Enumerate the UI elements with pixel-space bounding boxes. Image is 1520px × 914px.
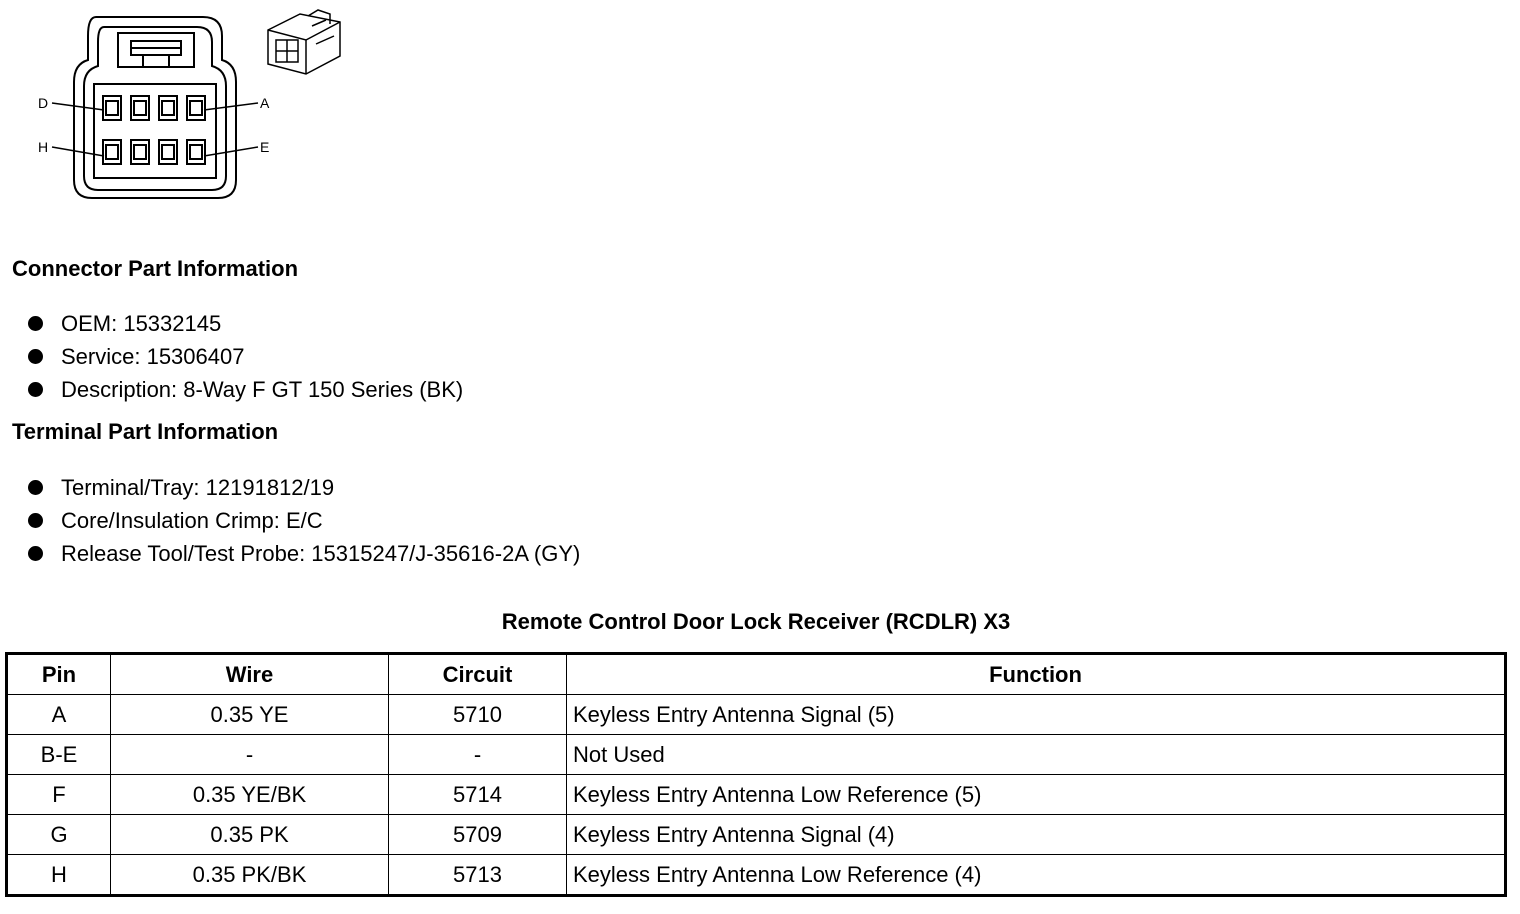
pin-label-d: D <box>38 95 49 111</box>
cell-pin: H <box>7 855 111 896</box>
table-row <box>7 735 1506 775</box>
release-tool-value: Release Tool/Test Probe: 15315247/J-35616-2A (GY) <box>61 541 581 566</box>
bullet-icon <box>28 382 43 397</box>
cell-function: Keyless Entry Antenna Low Reference (4) <box>567 855 1506 896</box>
cell-pin: B-E <box>7 735 111 775</box>
cell-wire: 0.35 YE/BK <box>111 775 389 815</box>
oem-value: OEM: 15332145 <box>61 311 222 336</box>
cell-function: Keyless Entry Antenna Signal (4) <box>567 815 1506 855</box>
list-item <box>28 504 580 537</box>
cell-pin: A <box>7 695 111 735</box>
bullet-icon <box>28 480 43 495</box>
cell-wire: 0.35 PK <box>111 815 389 855</box>
cell-function: Keyless Entry Antenna Signal (5) <box>567 695 1506 735</box>
list-item <box>28 537 580 570</box>
terminal-tray-value: Terminal/Tray: 12191812/19 <box>61 475 335 500</box>
table-row <box>7 695 1506 735</box>
list-item <box>28 307 463 340</box>
cell-circuit: 5710 <box>389 695 567 735</box>
list-item <box>28 340 463 373</box>
table-row <box>7 815 1506 855</box>
pin-label-h: H <box>38 139 49 155</box>
table-row <box>7 775 1506 815</box>
bullet-icon <box>28 316 43 331</box>
terminal-info-title: Terminal Part Information <box>12 419 279 444</box>
cell-wire: 0.35 PK/BK <box>111 855 389 896</box>
bullet-icon <box>28 513 43 528</box>
connector-info-list <box>28 307 463 406</box>
crimp-value: Core/Insulation Crimp: E/C <box>61 508 323 533</box>
table-row <box>7 855 1506 896</box>
list-item <box>28 471 580 504</box>
list-item <box>28 373 463 406</box>
header-function: Function <box>567 654 1506 695</box>
description-value: Description: 8-Way F GT 150 Series (BK) <box>61 377 464 402</box>
connector-info-title: Connector Part Information <box>12 256 299 281</box>
terminal-info-list <box>28 471 580 570</box>
header-circuit: Circuit <box>389 654 567 695</box>
cell-circuit: 5713 <box>389 855 567 896</box>
cell-circuit: - <box>389 735 567 775</box>
cell-pin: F <box>7 775 111 815</box>
bullet-icon <box>28 349 43 364</box>
cell-wire: 0.35 YE <box>111 695 389 735</box>
cell-circuit: 5709 <box>389 815 567 855</box>
table-header-row <box>7 654 1506 695</box>
connector-thumbnail-icon <box>268 10 340 74</box>
cell-function: Not Used <box>567 735 1506 775</box>
pin-label-a: A <box>260 95 270 111</box>
table-title: Remote Control Door Lock Receiver (RCDLR) X3 <box>501 609 1011 634</box>
cell-pin: G <box>7 815 111 855</box>
cell-circuit: 5714 <box>389 775 567 815</box>
pin-label-e: E <box>260 139 270 155</box>
service-value: Service: 15306407 <box>61 344 245 369</box>
cell-function: Keyless Entry Antenna Low Reference (5) <box>567 775 1506 815</box>
pinout-table <box>5 652 1507 897</box>
header-pin: Pin <box>7 654 111 695</box>
header-wire: Wire <box>111 654 389 695</box>
bullet-icon <box>28 546 43 561</box>
connector-face-diagram <box>0 0 380 215</box>
cell-wire: - <box>111 735 389 775</box>
